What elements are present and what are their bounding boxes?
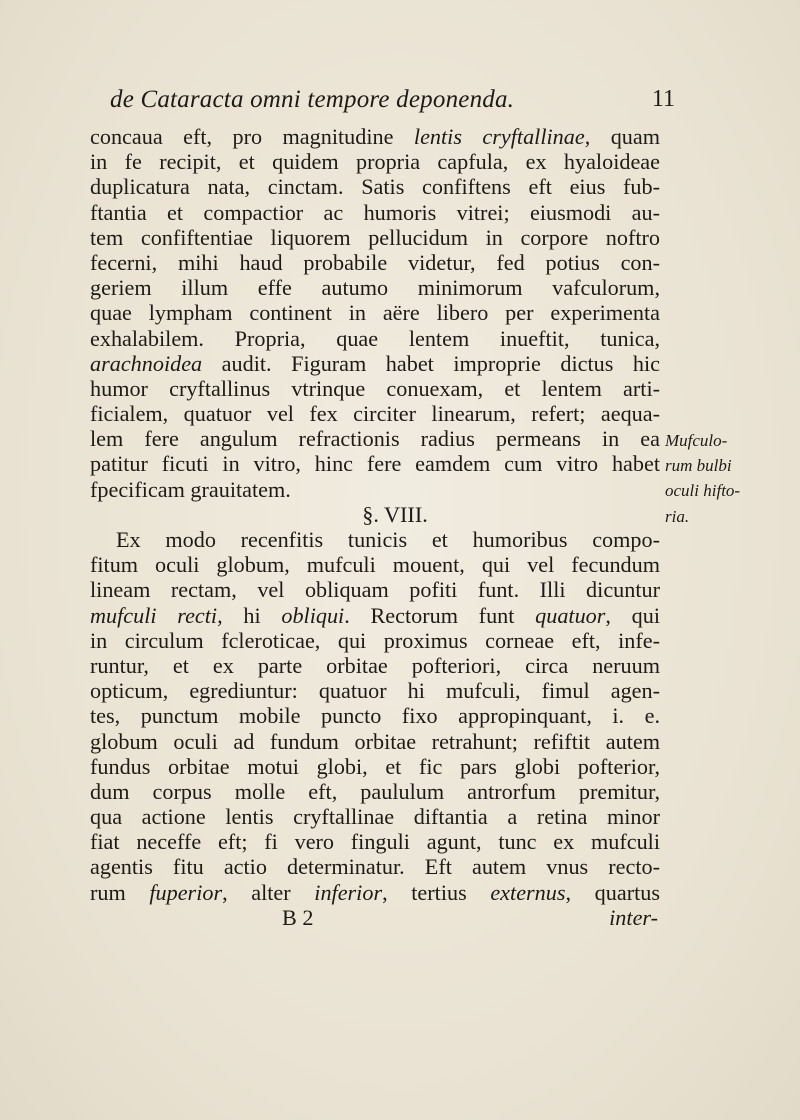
text-line [90, 678, 660, 703]
italic-term: mufculi recti [90, 602, 218, 628]
page-number: 11 [651, 86, 675, 112]
text-line [90, 376, 660, 401]
text-line [90, 628, 660, 653]
text-run: opticum, egrediuntur: quatuor hi mufculi, fimul agen- [90, 678, 660, 704]
text-line [90, 477, 660, 502]
paragraph-2 [90, 527, 660, 905]
text-run: geriem illum effe autumo minimorum vafculorum, [90, 275, 660, 301]
text-line [90, 149, 660, 174]
text-line [90, 200, 660, 225]
text-line [90, 577, 660, 602]
text-run: patitur ficuti in vitro, hinc fere eamdem cum vitro habet [90, 451, 660, 477]
text-line [90, 653, 660, 678]
running-title: de Cataracta omni tempore deponenda. [110, 86, 515, 113]
text-line [90, 552, 660, 577]
text-line [90, 124, 660, 149]
text-run: lem fere angulum refractionis radius permeans in ea [90, 426, 660, 452]
text-line [90, 703, 660, 728]
text-line [90, 880, 660, 905]
text-run: , qui [605, 602, 661, 628]
text-line [90, 426, 660, 451]
text-line [90, 527, 660, 552]
margin-note-line: rum bulbi [665, 456, 732, 476]
page-footer [90, 905, 660, 930]
italic-term: lentis cryftallinae [413, 124, 585, 149]
text-line [90, 326, 660, 351]
text-run: duplicatura nata, cinctam. Satis confiftens eft eius fub- [90, 174, 660, 200]
text-run: ficialem, quatuor vel fex circiter linearum, refert; aequa- [90, 401, 660, 427]
text-run: . Rectorum funt [344, 602, 536, 628]
text-line [90, 854, 660, 879]
margin-note-line: oculi hifto- [665, 481, 741, 501]
italic-term: obliqui [281, 602, 345, 628]
text-run: , quartus [565, 879, 660, 905]
text-line [90, 451, 660, 476]
margin-note-line: ria. [665, 506, 690, 526]
text-run: concaua eft, pro magnitudine [90, 124, 414, 149]
text-line [90, 603, 660, 628]
text-run: qua actione lentis cryftallinae diftantia a retina minor [90, 804, 660, 830]
text-run: , alter [222, 879, 315, 905]
text-line [90, 275, 660, 300]
text-line [90, 779, 660, 804]
text-run: rum [90, 879, 150, 905]
text-run: agentis fitu actio determinatur. Eft autem vnus recto- [90, 854, 660, 880]
text-run: , quam [584, 124, 660, 149]
text-run: globum oculi ad fundum orbitae retrahunt; refiftit autem [90, 728, 660, 754]
text-line [90, 401, 660, 426]
text-run: fitum oculi globum, mufculi mouent, qui vel fecundum [90, 552, 660, 578]
italic-term: quatuor [535, 602, 606, 628]
text-run: runtur, et ex parte orbitae pofteriori, circa neruum [90, 652, 660, 678]
text-line [90, 829, 660, 854]
text-line [90, 729, 660, 754]
text-line [90, 174, 660, 199]
text-run: fecerni, mihi haud probabile videtur, fed potius con- [90, 249, 660, 275]
text-run: in circulum fcleroticae, qui proximus corneae eft, infe- [90, 627, 660, 653]
text-run: quae lympham continent in aëre libero per experimenta [90, 300, 660, 326]
margin-note [665, 428, 800, 529]
text-line [90, 804, 660, 829]
text-run: lineam rectam, vel obliquam pofiti funt. Illi dicuntur [90, 577, 660, 603]
catchword: inter- [609, 904, 658, 930]
italic-term: fuperior [149, 879, 223, 905]
text-line [90, 300, 660, 325]
text-run: fundus orbitae motui globi, et fic pars globi pofterior, [90, 753, 660, 779]
signature-mark: B 2 [282, 904, 314, 930]
italic-term: arachnoidea [90, 350, 203, 376]
text-run: tem confiftentiae liquorem pellucidum in corpore noftro [90, 224, 660, 250]
main-text [90, 124, 660, 930]
text-line [90, 225, 660, 250]
italic-term: inferior [314, 879, 383, 905]
text-run: dum corpus molle eft, paululum antrorfum premitur, [90, 778, 660, 804]
text-run: exhalabilem. Propria, quae lentem inueftit, tunica, [90, 325, 660, 351]
text-run: fpecificam grauitatem. [90, 476, 291, 502]
section-heading: §. VIII. [362, 501, 428, 527]
text-run: ftantia et compactior ac humoris vitrei; eiusmodi au- [90, 199, 660, 225]
text-line [90, 351, 660, 376]
text-run: Ex modo recenfitis tunicis et humoribus compo- [116, 527, 660, 552]
text-line [90, 754, 660, 779]
text-run: , hi [217, 602, 282, 628]
paragraph-1 [90, 124, 660, 502]
text-run: , tertius [382, 879, 491, 905]
margin-note-line: Mufculo- [665, 431, 728, 450]
text-run: tes, punctum mobile puncto fixo appropinquant, i. e. [90, 703, 660, 729]
text-run: humor cryftallinus vtrinque conuexam, et lentem arti- [90, 375, 660, 401]
text-run: in fe recipit, et quidem propria capfula, ex hyaloideae [90, 149, 660, 175]
italic-term: externus [490, 879, 566, 905]
text-run: audit. Figuram habet improprie dictus hic [202, 350, 660, 376]
text-line [90, 250, 660, 275]
page-header [110, 86, 675, 118]
text-run: fiat neceffe eft; fi vero finguli agunt, tunc ex mufculi [90, 829, 660, 855]
